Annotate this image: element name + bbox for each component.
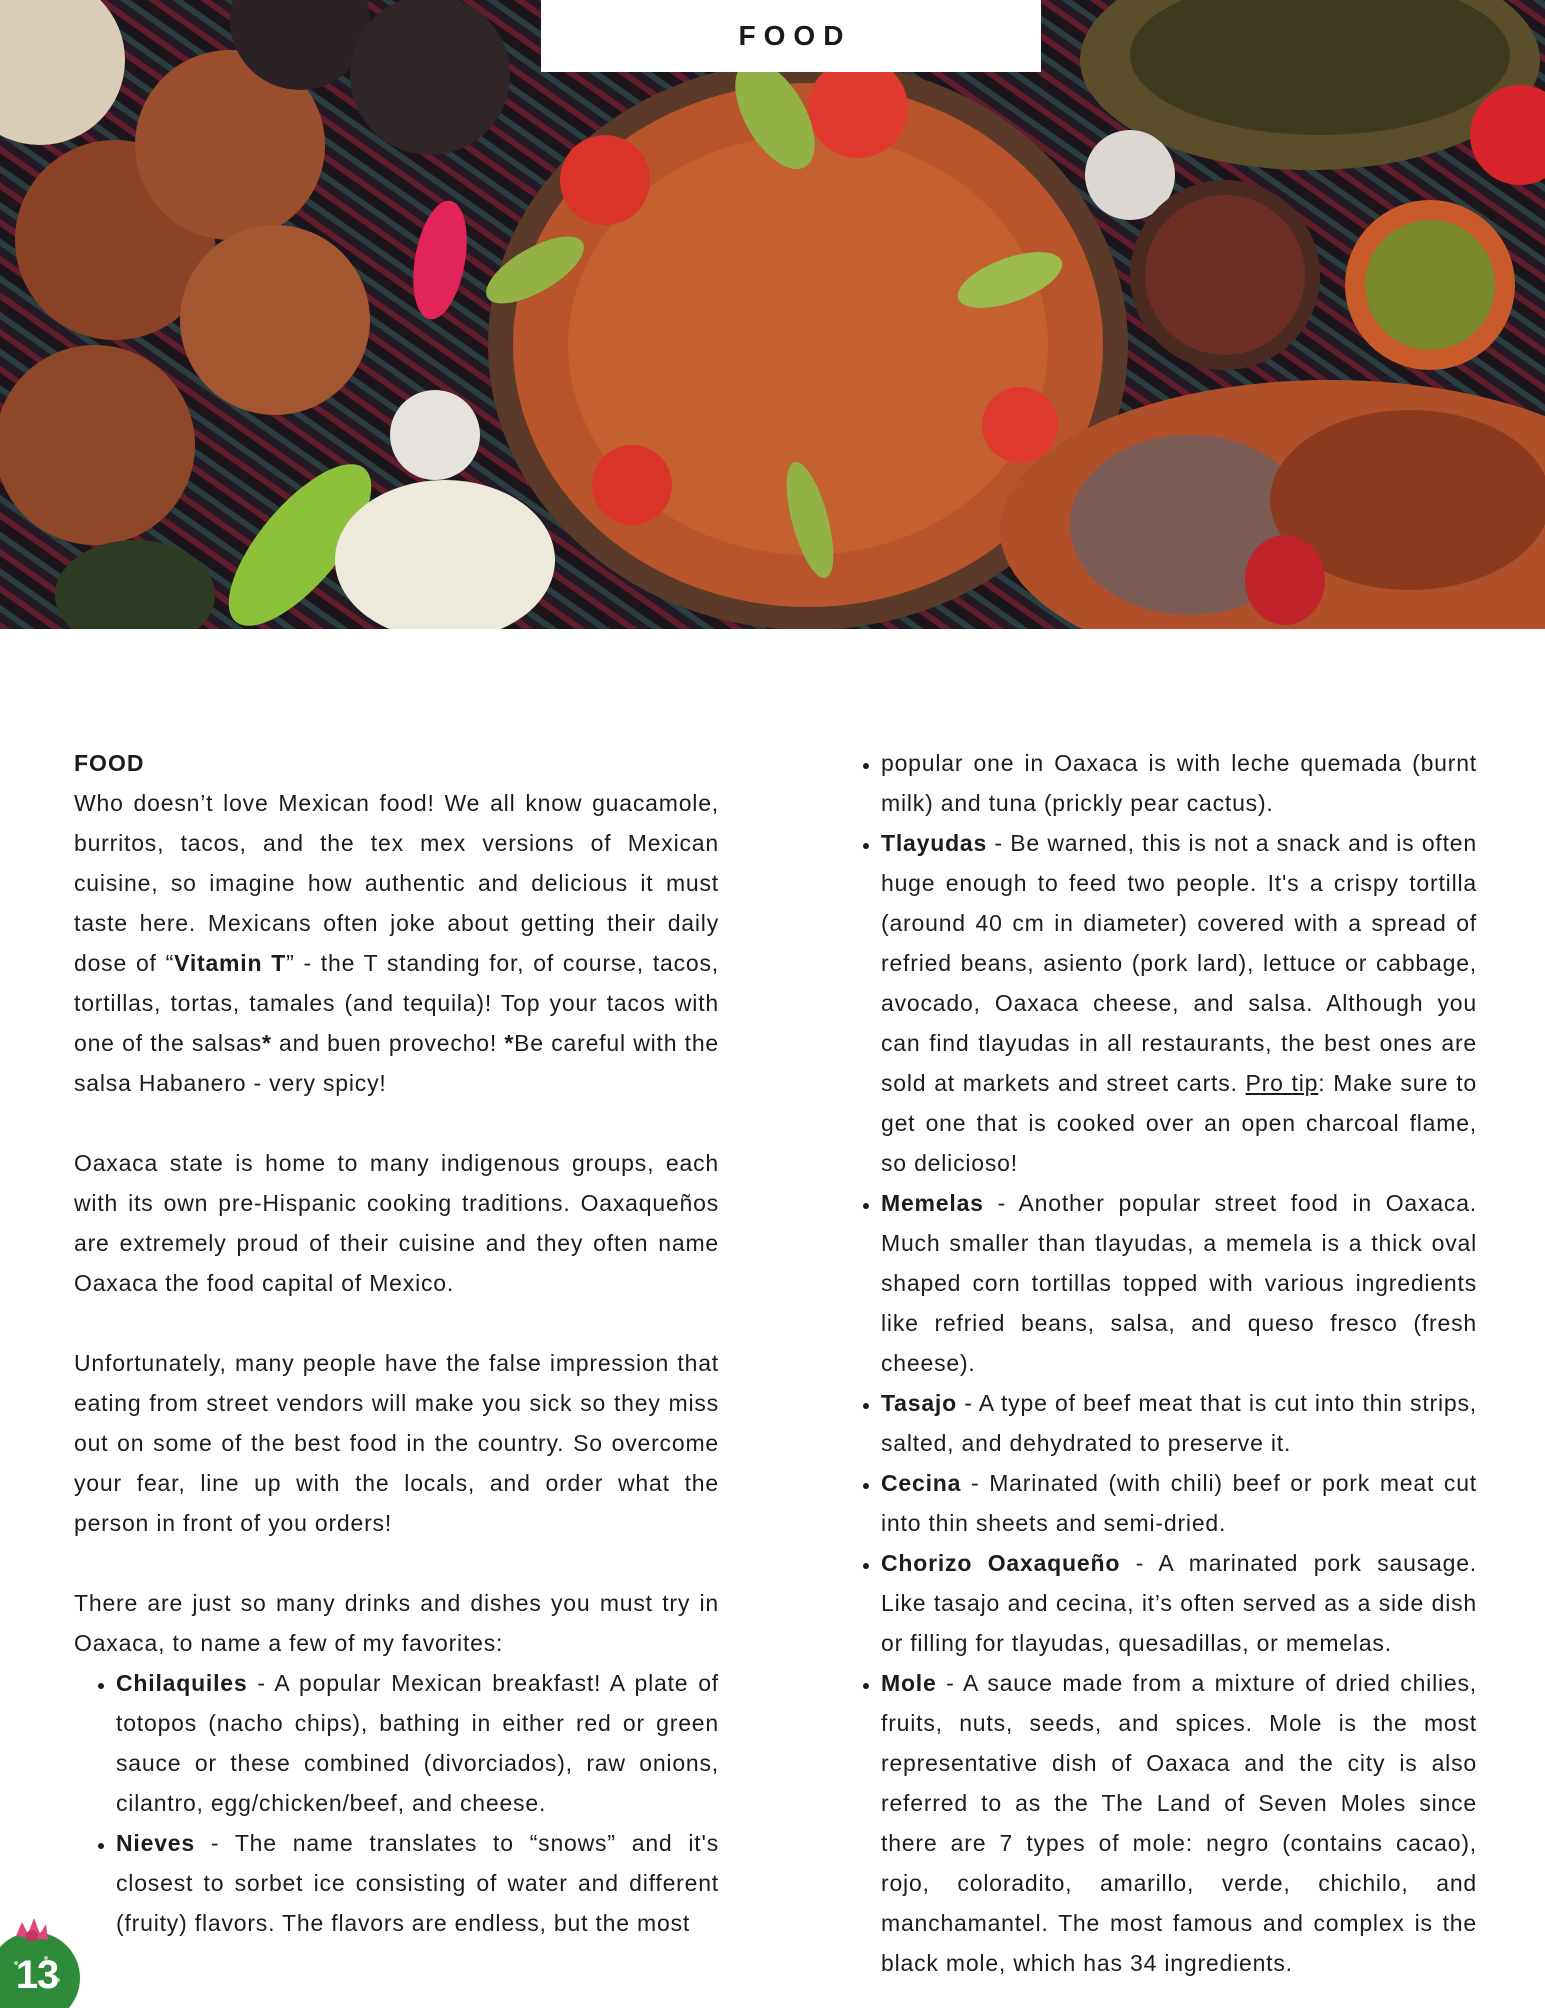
dish-description: - A sauce made from a mixture of dried chilies, fruits, nuts, seeds, and spices. Mole is the most representative dish of Oaxaca and the city is also referred to as the The Land of Seven Moles since there are 7 types of mole: negro (contains cacao), rojo, coloradito, amarillo, verde, chichilo, and manchamantel. The most famous and complex is the black mole, which has 34 ingredients.	[881, 1670, 1477, 1976]
asterisk-bold: *	[504, 1030, 515, 1056]
chorizo-shape	[1245, 535, 1325, 625]
list-item	[881, 1663, 1477, 1983]
list-item	[116, 1663, 719, 1823]
banner-photo	[0, 0, 1545, 629]
favorites-list-left	[74, 1663, 719, 1943]
page-number: 13	[15, 1953, 59, 1997]
pro-tip-label: Pro tip	[1245, 1070, 1319, 1096]
dish-name: Chorizo Oaxaqueño	[881, 1550, 1121, 1576]
page-title: FOOD	[738, 20, 852, 51]
dish-description: - A popular Mexican breakfast! A plate of totopos (nacho chips), bathing in either red or green sauce or these combined (divorciados), raw onions, cilantro, egg/chicken/beef, and cheese.	[116, 1670, 719, 1816]
dish-name: Tlayudas	[881, 830, 988, 856]
section-heading: FOOD	[74, 750, 145, 776]
street-vendor-paragraph: Unfortunately, many people have the false impression that eating from street vendors will make you sick so they miss out on some of the best food in the country. So overcome your fear, line up with the locals, and order what the person in front of you orders!	[74, 1350, 719, 1536]
radish-shape	[405, 197, 475, 324]
intro-text-3: and buen provecho!	[271, 1030, 505, 1056]
avocado-whole-shape	[55, 540, 215, 629]
dish-description: - The name translates to “snows” and it's closest to sorbet ice consisting of water and different (fruity) flavors. The flavors are endless, but the most	[116, 1830, 719, 1936]
dish-name: Memelas	[881, 1190, 984, 1216]
dish-description: - Another popular street food in Oaxaca. Much smaller than tlayudas, a memela is a thick oval shaped corn tortillas topped with various ingredients like refried beans, salsa, and queso fresco (fresh cheese).	[881, 1190, 1477, 1376]
intro-paragraph	[74, 783, 719, 1103]
right-column	[855, 743, 1477, 1983]
indigenous-paragraph: Oaxaca state is home to many indigenous groups, each with its own pre-Hispanic cooking traditions. Oaxaqueños are extremely proud of their cuisine and they often name Oaxaca the food capital of Mexico.	[74, 1150, 719, 1296]
tomato-shape	[808, 58, 908, 158]
list-item	[881, 823, 1477, 1183]
intro-text-1: Who doesn’t love Mexican food! We all know guacamole, burritos, tacos, and the tex mex versions of Mexican cuisine, so imagine how authentic and delicious it must taste here. Mexicans often joke about getting their daily dose of “	[74, 790, 719, 976]
dish-description: - A type of beef meat that is cut into thin strips, salted, and dehydrated to preserve it.	[881, 1390, 1477, 1456]
list-item	[881, 1463, 1477, 1543]
dish-name: Tasajo	[881, 1390, 957, 1416]
dish-name: Cecina	[881, 1470, 962, 1496]
intro-text-2: ” - the T standing for, of course, tacos, tortillas, tortas, tamales (and tequila)! Top your tacos with one of the salsas	[74, 950, 719, 1056]
list-item	[881, 1183, 1477, 1383]
list-item-continuation: • popular one in Oaxaca is with leche quemada (burnt milk) and tuna (prickly pear cactus).	[881, 743, 1477, 823]
favorites-intro-paragraph: There are just so many drinks and dishes you must try in Oaxaca, to name a few of my favorites:	[74, 1590, 719, 1656]
tortilla-shape	[0, 0, 125, 145]
intro-bold-vitamin-t: Vitamin T	[174, 950, 287, 976]
tomato-shape	[592, 445, 672, 525]
salsa-verde-shape	[1365, 220, 1495, 350]
list-item	[881, 1383, 1477, 1463]
dish-name: Chilaquiles	[116, 1670, 248, 1696]
left-column	[74, 743, 719, 1943]
garlic-shape	[390, 390, 480, 480]
dish-description: - Be warned, this is not a snack and is often huge enough to feed two people. It's a crispy tortilla (around 40 cm in diameter) covered with a spread of refried beans, asiento (pork lard), lettuce or cabbage, avocado, Oaxaca cheese, and salsa. Although you can find tlayudas in all restaurants, the best ones are sold at markets and street carts.	[881, 830, 1477, 1096]
tomato-shape	[982, 387, 1058, 463]
list-item	[881, 1543, 1477, 1663]
pro-tip-text: : Make sure to get one that is cooked over an open charcoal flame, so delicioso!	[881, 1070, 1477, 1176]
dish-name: Nieves	[116, 1830, 195, 1856]
asterisk-bold: *	[261, 1030, 272, 1056]
intro-text-4: Be careful with the salsa Habanero - very spicy!	[74, 1030, 719, 1096]
chili-shape	[1145, 195, 1305, 355]
bun-shape	[0, 345, 195, 545]
tomato-shape	[560, 135, 650, 225]
favorites-list-right	[855, 743, 1477, 1983]
food-spread-illustration	[0, 0, 1545, 629]
dish-name: Mole	[881, 1670, 937, 1696]
dish-description: - Marinated (with chili) beef or pork meat cut into thin sheets and semi-dried.	[881, 1470, 1477, 1536]
bun-shape	[180, 225, 370, 415]
dish-description: - A marinated pork sausage. Like tasajo and cecina, it’s often served as a side dish or filling for tlayudas, quesadillas, or memelas.	[881, 1550, 1477, 1656]
chocolate-shape	[350, 0, 510, 155]
title-box	[541, 0, 1041, 72]
list-item	[116, 1823, 719, 1943]
